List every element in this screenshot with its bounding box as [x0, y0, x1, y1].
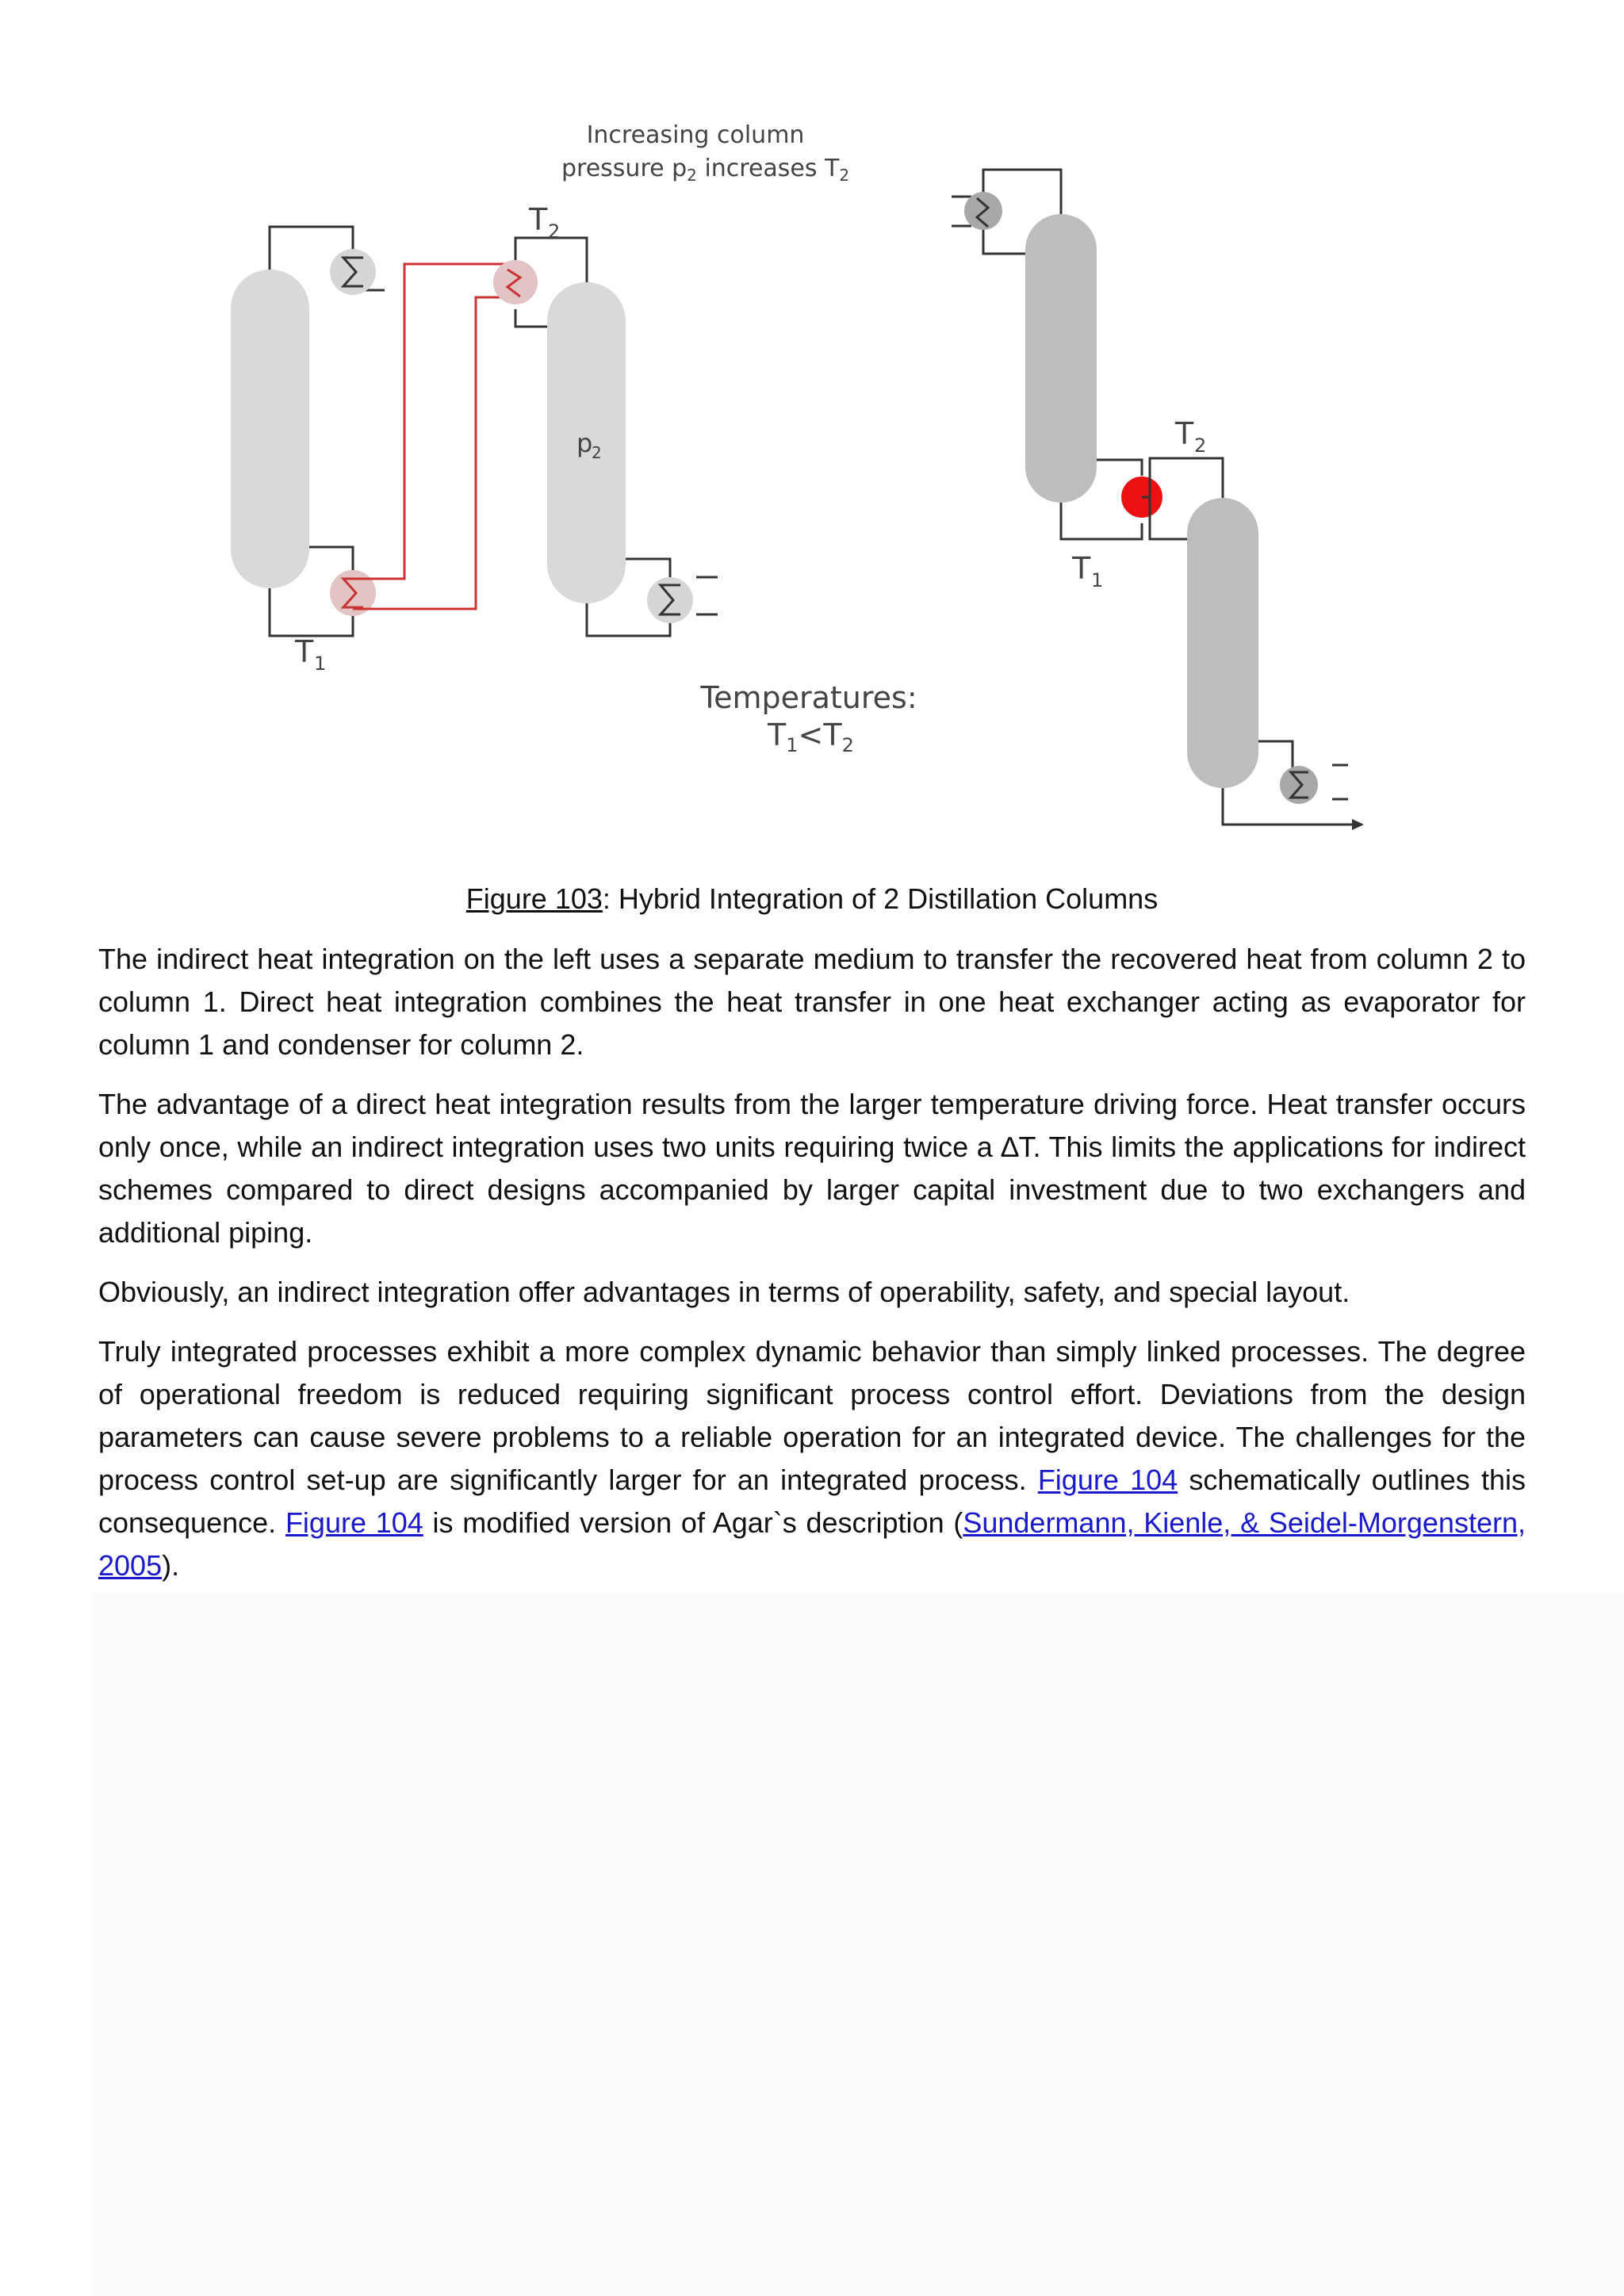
- T2-right-label: T: [1175, 416, 1194, 451]
- distillation-diagram: [0, 0, 1624, 856]
- T2-right-sub: 2: [1194, 434, 1207, 457]
- paragraph-4-text-3: is modified version of Agar`s description (: [423, 1506, 963, 1539]
- temperatures-relation: $T_1<T_2$: [768, 718, 854, 756]
- left-note-line1: Increasing column: [586, 121, 805, 149]
- caption-text: : Hybrid Integration of 2 Distillation Columns: [602, 882, 1159, 915]
- caption-figure-ref[interactable]: Figure 103: [465, 882, 603, 915]
- paragraph-4: [98, 1330, 1526, 1587]
- paragraph-3: Obviously, an indirect integration offer advantages in terms of operability, safety, and special layout.: [98, 1276, 1350, 1308]
- body-text: [98, 938, 1526, 1604]
- T2-top-label: T: [529, 202, 548, 237]
- p2-sub: 2: [592, 443, 602, 462]
- distillation-figure: [0, 0, 1624, 856]
- T2-top-sub: 2: [548, 220, 561, 243]
- product-arrow-head: [1352, 819, 1364, 830]
- paragraph-4-text-1: Truly integrated processes exhibit a more complex dynamic behavior than simply linked processes. The degree of operational freedom is reduced requiring significant process control effort. Deviations from the design parameters can cause severe problems to a reliable operation for an integrated device. The challenges for the process control set-up are significantly larger for an integrated process.: [98, 1335, 1526, 1496]
- heat-pipe-outer: [353, 264, 508, 579]
- paragraph-1: The indirect heat integration on the left uses a separate medium to transfer the recovered heat from column 2 to column 1. Direct heat integration combines the heat transfer in one heat exchanger acting as evaporator for column 1 and condenser for column 2.: [98, 943, 1526, 1061]
- figure-104-link-1[interactable]: Figure 104: [1037, 1464, 1178, 1496]
- left-scheme: [231, 121, 849, 675]
- heat-pipe-inner: [353, 297, 508, 609]
- paragraph-4-text-4: ).: [162, 1549, 180, 1582]
- figure-caption: [0, 880, 1624, 918]
- page-background-shade: [92, 1594, 1624, 2296]
- p2-label: p: [576, 428, 593, 458]
- T1-right-sub: 1: [1091, 569, 1104, 591]
- column-2-right: [1187, 498, 1258, 788]
- citation-link[interactable]: Sundermann, Kienle, & Seidel-Morgenstern, 2005: [98, 1506, 1526, 1582]
- right-scheme: [699, 170, 1364, 830]
- paragraph-4-text-2: schematically outlines this consequence.: [98, 1464, 1526, 1539]
- column-1-condenser: [330, 249, 376, 295]
- temperatures-heading: Temperatures:: [700, 680, 917, 715]
- T1-left-label: T: [295, 634, 314, 669]
- T1-right-label: T: [1072, 551, 1091, 586]
- column-1-left: [231, 270, 309, 588]
- column-1-right: [1025, 214, 1097, 503]
- left-note-line2: pressure $p_2$ increases $T_2$: [561, 155, 850, 185]
- figure-104-link-2[interactable]: Figure 104: [285, 1506, 423, 1539]
- paragraph-2: The advantage of a direct heat integration results from the larger temperature driving force. Heat transfer occurs only once, while an indirect integration uses two units requiring twice a ∆T. This limits the applications for indirect schemes compared to direct designs accompanied by larger capital investment due to two exchangers and additional piping.: [98, 1088, 1526, 1249]
- T1-left-sub: 1: [314, 652, 327, 675]
